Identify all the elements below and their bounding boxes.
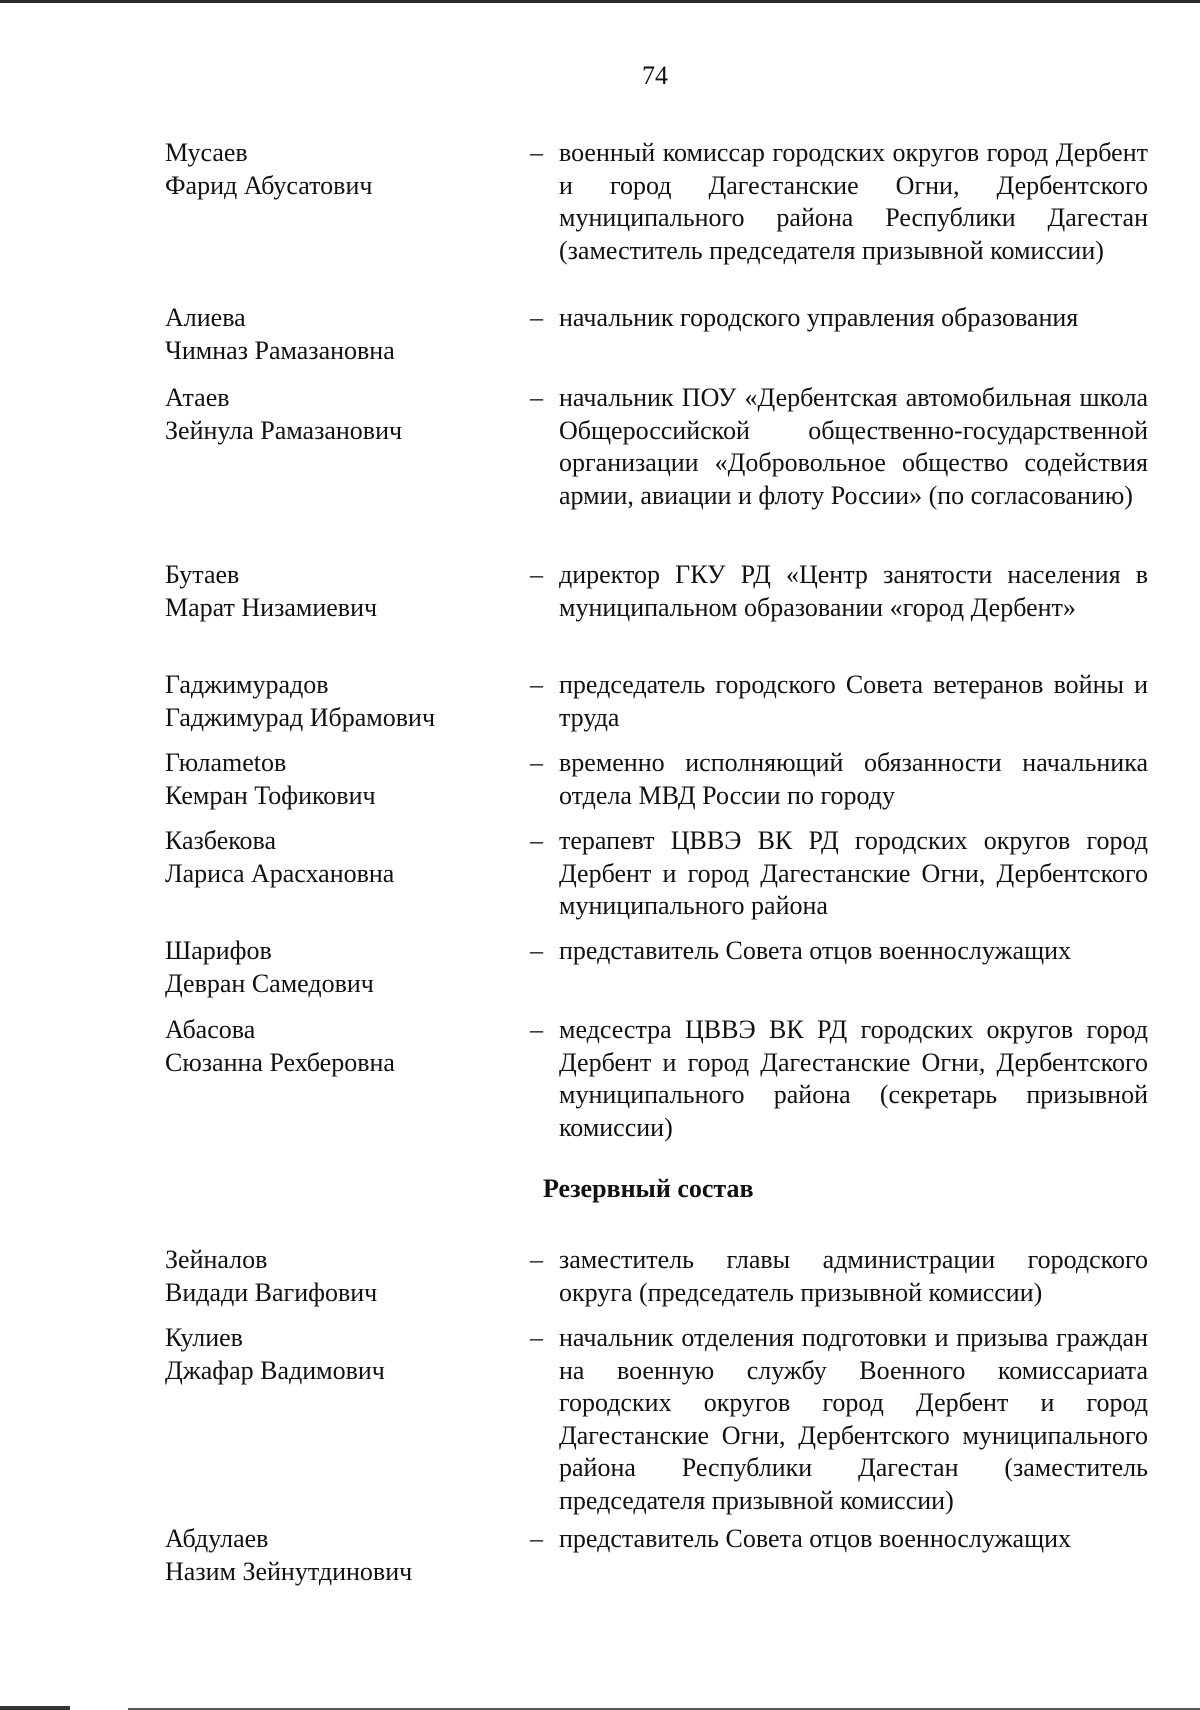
member-role [530, 559, 1148, 624]
member-name [165, 382, 505, 447]
member-role [530, 1523, 1148, 1556]
member-surname: Зейналов [165, 1245, 268, 1274]
member-role [530, 1244, 1148, 1309]
member-role-text: терапевт ЦВВЭ ВК РД городских округов город Дербент и город Дагестанские Огни, Дербентского муниципального района [559, 826, 1148, 920]
member-given-names: Чимназ Рамазановна [165, 335, 395, 365]
member-role-text: начальник отделения подготовки и призыва граждан на военную службу Военного комиссариата городских округов город Дербент и город Дагестанские Огни, Дербентского муниципального района Республики Дагестан (заместитель председателя призывной комиссии) [559, 1323, 1148, 1515]
dash: – [530, 936, 543, 965]
member-name [165, 1322, 505, 1387]
member-name [165, 302, 505, 367]
member-role [530, 1322, 1148, 1517]
member-surname: Бутаев [165, 560, 240, 589]
member-role-text: представитель Совета отцов военнослужащих [559, 936, 1072, 965]
member-role-text: начальник городского управления образования [559, 303, 1079, 332]
member-name [165, 1014, 505, 1079]
member-name [165, 137, 505, 202]
member-surname: Гаджимурадов [165, 670, 329, 699]
member-surname: Атаев [165, 383, 230, 412]
scan-edge-mark [0, 1706, 70, 1710]
member-surname: Абдулаев [165, 1524, 269, 1553]
member-role-text: медсестра ЦВВЭ ВК РД городских округов город Дербент и город Дагестанские Огни, Дербентского муниципального района (секретарь призывной комиссии) [559, 1015, 1148, 1142]
member-surname: Гюлametов [165, 748, 287, 777]
member-role [530, 825, 1148, 923]
member-role [530, 1014, 1148, 1144]
member-role [530, 302, 1148, 335]
dash: – [530, 1323, 543, 1352]
member-given-names: Лариса Арасхановна [165, 858, 395, 888]
dash: – [530, 1015, 543, 1044]
dash: – [530, 670, 543, 699]
member-surname: Алиева [165, 303, 246, 332]
member-surname: Казбекова [165, 826, 277, 855]
member-surname: Кулиев [165, 1323, 243, 1352]
dash: – [530, 1245, 543, 1274]
member-given-names: Зейнула Рамазанович [165, 415, 403, 445]
dash: – [530, 748, 543, 777]
member-role [530, 935, 1148, 968]
member-given-names: Девран Самедович [165, 968, 374, 998]
member-role [530, 137, 1148, 267]
member-given-names: Назим Зейнутдинович [165, 1556, 413, 1586]
member-surname: Мусаев [165, 138, 248, 167]
member-name [165, 935, 505, 1000]
member-given-names: Гаджимурад Ибрамович [165, 702, 436, 732]
member-given-names: Фарид Абусатович [165, 170, 373, 200]
member-role-text: временно исполняющий обязанности начальника отдела МВД России по городу [559, 748, 1148, 810]
member-name [165, 825, 505, 890]
member-surname: Абасова [165, 1015, 256, 1044]
page-number: 74 [642, 61, 668, 90]
member-role-text: начальник ПОУ «Дербентская автомобильная школа Общероссийской общественно-государственной организации «Добровольное общество содействия армии, авиации и флоту России» (по согласованию) [559, 383, 1148, 510]
member-given-names: Кемран Тофикович [165, 780, 376, 810]
member-role-text: директор ГКУ РД «Центр занятости населения в муниципальном образовании «город Дербент» [559, 560, 1148, 622]
member-name [165, 669, 505, 734]
dash: – [530, 138, 543, 167]
member-role-text: заместитель главы администрации городского округа (председатель призывной комиссии) [559, 1245, 1148, 1307]
member-role-text: военный комиссар городских округов город Дербент и город Дагестанские Огни, Дербентского муниципального района Республики Дагестан (заместитель председателя призывной комиссии) [559, 138, 1148, 265]
member-role [530, 747, 1148, 812]
member-given-names: Марат Низамиевич [165, 592, 378, 622]
member-surname: Шарифов [165, 936, 272, 965]
dash: – [530, 383, 543, 412]
member-name [165, 747, 505, 812]
member-name [165, 1523, 505, 1588]
member-name [165, 1244, 505, 1309]
member-role [530, 382, 1148, 512]
top-border-line [0, 0, 1200, 3]
member-role-text: представитель Совета отцов военнослужащих [559, 1524, 1072, 1553]
member-role [530, 669, 1148, 734]
dash: – [530, 1524, 543, 1553]
dash: – [530, 303, 543, 332]
section-heading-reserve: Резервный состав [543, 1174, 754, 1203]
member-name [165, 559, 505, 624]
member-given-names: Джафар Вадимович [165, 1355, 385, 1385]
member-given-names: Видади Вагифович [165, 1277, 378, 1307]
dash: – [530, 560, 543, 589]
member-role-text: председатель городского Совета ветеранов войны и труда [559, 670, 1148, 732]
member-given-names: Сюзанна Рехберовна [165, 1047, 395, 1077]
dash: – [530, 826, 543, 855]
